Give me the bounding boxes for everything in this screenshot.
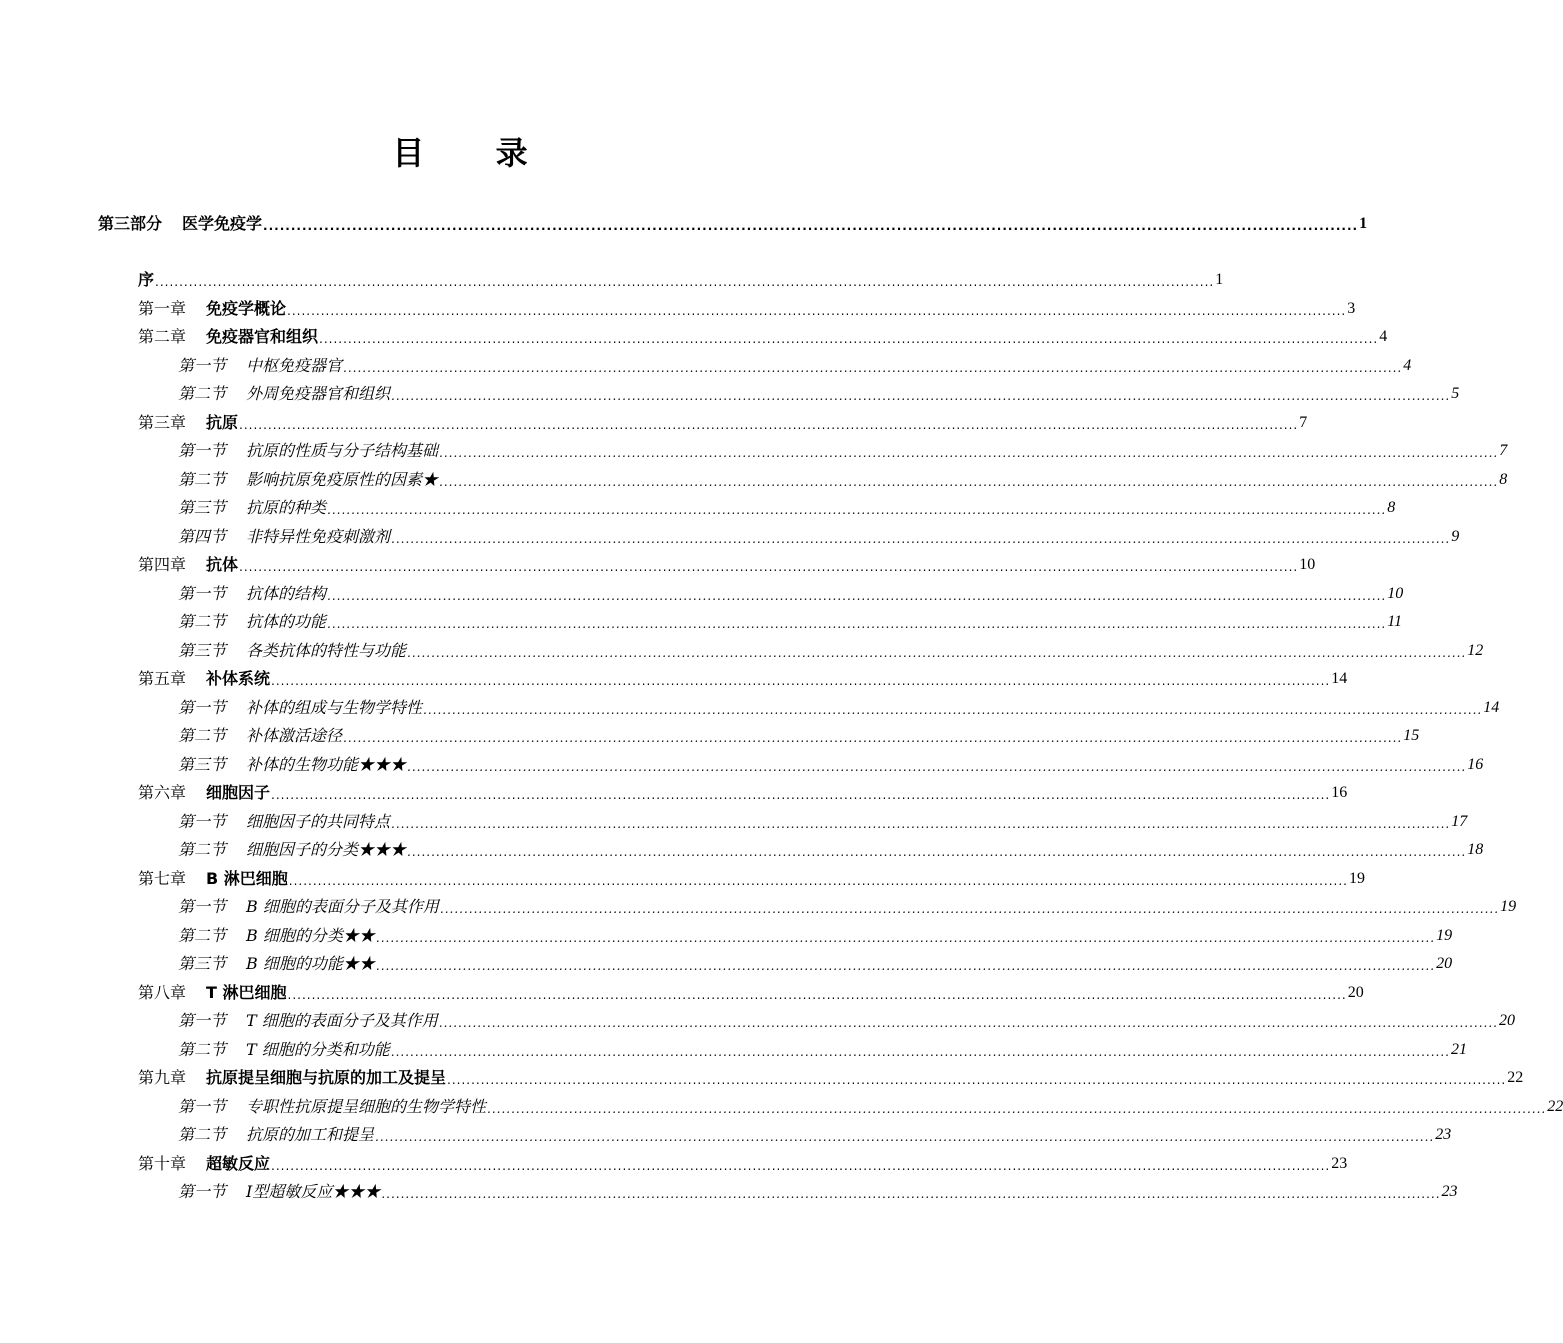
leader-dots: ............................................................................................................................................................................................................................ xyxy=(391,532,1451,546)
toc-entry-number: 第三节 xyxy=(178,498,227,517)
toc-entry-number: 第二节 xyxy=(178,1040,227,1059)
toc-entry-number: 第二节 xyxy=(178,470,227,489)
toc-entry-name: 抗原的种类 xyxy=(246,498,327,517)
toc-entry-number: 第二节 xyxy=(178,384,227,403)
leader-dots: ............................................................................................................................................................................................................................ xyxy=(287,988,1347,1002)
toc-section-entry[interactable] xyxy=(178,922,1453,946)
toc-chapter-entry[interactable] xyxy=(138,295,1356,319)
toc-entry-page: 23 xyxy=(1441,1183,1458,1200)
toc-entry-name: 抗原 xyxy=(206,413,239,432)
leader-dots: ............................................................................................................................................................................................................................ xyxy=(271,674,1331,688)
leader-dots: ............................................................................................................................................................................................................................ xyxy=(375,931,1436,945)
leader-dots: ............................................................................................................................................................................................................................ xyxy=(423,703,1483,717)
toc-entry-number: 第三节 xyxy=(178,954,227,973)
toc-entry-number: 第二节 xyxy=(178,726,227,745)
toc-entry-name: 外周免疫器官和组织 xyxy=(246,384,391,403)
leader-dots: ............................................................................................................................................................................................................................ xyxy=(375,959,1436,973)
toc-entry-number: 第十章 xyxy=(138,1154,187,1173)
toc-chapter-entry[interactable] xyxy=(138,409,1308,433)
toc-entry-name: 抗原提呈细胞与抗原的加工及提呈 xyxy=(206,1068,447,1087)
toc-section-entry[interactable] xyxy=(178,950,1453,974)
toc-entry-page: 10 xyxy=(1387,585,1404,602)
toc-entry-label xyxy=(138,413,238,433)
toc-section-entry[interactable] xyxy=(178,893,1517,917)
toc-entry-page: 1 xyxy=(1359,215,1368,232)
toc-entry-name: 抗原的性质与分子结构基础 xyxy=(246,441,439,460)
leader-dots: ............................................................................................................................................................................................................................ xyxy=(343,731,1403,745)
toc-chapter-entry[interactable] xyxy=(138,665,1348,689)
toc-entry-page: 16 xyxy=(1331,784,1348,801)
toc-entry-name: 补体的组成与生物学特性 xyxy=(246,698,423,717)
toc-entry-page: 8 xyxy=(1387,499,1396,516)
toc-entry-page: 11 xyxy=(1387,613,1403,630)
toc-entry-label xyxy=(178,1097,486,1117)
toc-entry-label xyxy=(138,869,288,889)
toc-entry-number: 第三节 xyxy=(178,641,227,660)
toc-entry-label xyxy=(138,327,318,347)
page-title: 目 录 xyxy=(392,134,558,172)
leader-dots: ............................................................................................................................................................................................................................ xyxy=(439,446,1499,460)
toc-entry-name: 补体系统 xyxy=(206,669,271,688)
toc-entry-number: 第一节 xyxy=(178,1097,227,1116)
leader-dots: ............................................................................................................................................................................................................................ xyxy=(439,902,1500,916)
toc-section-entry[interactable] xyxy=(178,608,1403,632)
toc-entry-name: 免疫器官和组织 xyxy=(206,327,319,346)
toc-entry-name: B 淋巴细胞 xyxy=(206,869,288,888)
toc-entry-name: 医学免疫学 xyxy=(182,214,263,233)
toc-entry-page: 21 xyxy=(1450,1041,1467,1058)
leader-dots: ............................................................................................................................................................................................................................ xyxy=(407,845,1467,859)
leader-dots: ............................................................................................................................................................................................................................ xyxy=(439,475,1499,489)
toc-entry-number: 第一节 xyxy=(178,812,227,831)
toc-entry-page: 16 xyxy=(1467,756,1484,773)
toc-entry-label xyxy=(178,584,326,604)
leader-dots: ............................................................................................................................................................................................................................ xyxy=(447,1073,1507,1087)
leader-dots: ..................................................................................................................................................................................................... xyxy=(263,219,1359,233)
leader-dots: ............................................................................................................................................................................................................................ xyxy=(287,304,1347,318)
toc-entry-name: 序 xyxy=(138,270,155,289)
toc-entry-label xyxy=(138,299,286,319)
leader-dots: ............................................................................................................................................................................................................................ xyxy=(381,1187,1441,1201)
toc-entry-name: 抗体的功能 xyxy=(246,612,327,631)
toc-chapter-entry[interactable] xyxy=(138,865,1365,889)
leader-dots: ............................................................................................................................................................................................................................ xyxy=(271,1159,1331,1173)
toc-section-entry[interactable] xyxy=(178,808,1468,832)
toc-entry-label xyxy=(178,926,375,946)
toc-entry-label xyxy=(178,441,438,461)
toc-entry-page: 1 xyxy=(1215,271,1224,288)
toc-entry-page: 20 xyxy=(1498,1012,1515,1029)
toc-entry-label xyxy=(178,612,326,632)
toc-chapter-entry[interactable] xyxy=(138,266,1224,290)
toc-section-entry[interactable] xyxy=(178,1036,1467,1060)
toc-section-entry[interactable] xyxy=(178,466,1508,490)
leader-dots: ............................................................................................................................................................................................................................ xyxy=(391,389,1451,403)
leader-dots: ............................................................................................................................................................................................................................ xyxy=(239,418,1299,432)
toc-chapter-entry[interactable] xyxy=(138,551,1316,575)
toc-entry-label xyxy=(178,641,406,661)
toc-entry-page: 23 xyxy=(1435,1126,1452,1143)
toc-entry-name: 补体激活途径 xyxy=(246,726,343,745)
toc-entry-number: 第四节 xyxy=(178,527,227,546)
leader-dots: ............................................................................................................................................................................................................................ xyxy=(390,1045,1450,1059)
toc-entry-number: 第一节 xyxy=(178,441,227,460)
toc-section-entry[interactable] xyxy=(178,836,1484,860)
toc-entry-page: 12 xyxy=(1467,642,1484,659)
toc-entry-page: 19 xyxy=(1500,898,1517,915)
toc-entry-name: 细胞因子的共同特点 xyxy=(246,812,391,831)
toc-entry-name: 细胞因子 xyxy=(206,783,271,802)
toc-entry-label xyxy=(138,555,238,575)
toc-entry-page: 4 xyxy=(1379,328,1388,345)
toc-entry-number: 第一节 xyxy=(178,698,227,717)
toc-entry-number: 第四章 xyxy=(138,555,187,574)
toc-entry-number: 第二节 xyxy=(178,840,227,859)
leader-dots: ............................................................................................................................................................................................................................ xyxy=(319,332,1379,346)
toc-entry-name: 抗原的加工和提呈 xyxy=(246,1125,375,1144)
toc-entry-label xyxy=(178,1011,438,1031)
toc-entry-page: 18 xyxy=(1467,841,1484,858)
toc-entry-label xyxy=(138,1068,446,1088)
toc-entry-page: 9 xyxy=(1451,528,1460,545)
toc-section-entry[interactable] xyxy=(178,494,1396,518)
toc-chapter-entry[interactable] xyxy=(138,979,1364,1003)
toc-entry-number: 第一节 xyxy=(178,356,227,375)
leader-dots: ............................................................................................................................................................................................................................ xyxy=(438,1016,1498,1030)
toc-entry-name: B 细胞的表面分子及其作用 xyxy=(246,897,439,916)
toc-entry-label xyxy=(138,270,154,290)
toc-entry-label xyxy=(178,470,438,490)
leader-dots: ............................................................................................................................................................................................................................ xyxy=(239,560,1299,574)
leader-dots: ............................................................................................................................................................................................................................ xyxy=(391,817,1451,831)
toc-entry-label xyxy=(178,897,439,917)
toc-entry-name: T 淋巴细胞 xyxy=(206,983,287,1002)
leader-dots: ............................................................................................................................................................................................................................ xyxy=(327,589,1387,603)
toc-entry-page: 4 xyxy=(1403,357,1412,374)
toc-section-entry[interactable] xyxy=(178,637,1484,661)
toc-entry-page: 20 xyxy=(1436,955,1453,972)
toc-section-entry[interactable] xyxy=(178,1093,1563,1117)
toc-entry-label xyxy=(138,783,270,803)
toc-section-entry[interactable] xyxy=(178,1007,1515,1031)
toc-entry-page: 7 xyxy=(1499,442,1508,459)
toc-entry-page: 10 xyxy=(1299,556,1316,573)
toc-entry-page: 20 xyxy=(1347,984,1364,1001)
toc-entry-label xyxy=(178,498,326,518)
leader-dots: ............................................................................................................................................................................................................................ xyxy=(407,646,1467,660)
toc-entry-number: 第八章 xyxy=(138,983,187,1002)
toc-entry-label xyxy=(98,214,262,234)
toc-entry-number: 第三部分 xyxy=(98,214,163,233)
toc-entry-label xyxy=(138,669,270,689)
toc-entry-name: 抗体 xyxy=(206,555,239,574)
toc-chapter-entry[interactable] xyxy=(138,1150,1348,1174)
toc-entry-page: 14 xyxy=(1331,670,1348,687)
toc-entry-name: 超敏反应 xyxy=(206,1154,271,1173)
toc-entry-name: 免疫学概论 xyxy=(206,299,287,318)
toc-section-entry[interactable] xyxy=(178,580,1404,604)
toc-chapter-entry[interactable] xyxy=(138,1064,1524,1088)
toc-section-entry[interactable] xyxy=(178,694,1500,718)
toc-entry-label xyxy=(178,356,342,376)
toc-section-entry[interactable] xyxy=(178,523,1460,547)
toc-entry-label xyxy=(178,726,342,746)
toc-entry-page: 14 xyxy=(1483,699,1500,716)
toc-entry-name: 影响抗原免疫原性的因素★ xyxy=(246,470,439,489)
toc-entry-page: 22 xyxy=(1507,1069,1524,1086)
leader-dots: ............................................................................................................................................................................................................................ xyxy=(375,1130,1435,1144)
toc-section-entry[interactable] xyxy=(178,380,1460,404)
toc-entry-page: 5 xyxy=(1451,385,1460,402)
toc-entry-page: 22 xyxy=(1547,1098,1563,1115)
toc-entry-label xyxy=(178,1125,374,1145)
toc-entry-label xyxy=(178,755,406,775)
toc-entry-name: B 细胞的分类★★ xyxy=(246,926,375,945)
leader-dots: ............................................................................................................................................................................................................................ xyxy=(327,617,1387,631)
toc-entry-page: 19 xyxy=(1348,870,1365,887)
leader-dots: ............................................................................................................................................................................................................................ xyxy=(343,361,1403,375)
toc-entry-name: T 细胞的表面分子及其作用 xyxy=(246,1011,438,1030)
toc-entry-label xyxy=(178,384,390,404)
toc-entry-number: 第一章 xyxy=(138,299,187,318)
toc-entry-name: 补体的生物功能★★★ xyxy=(246,755,407,774)
toc-entry-label xyxy=(178,840,406,860)
toc-entry-number: 第一节 xyxy=(178,584,227,603)
toc-entry-name: 抗体的结构 xyxy=(246,584,327,603)
toc-entry-page: 15 xyxy=(1403,727,1420,744)
toc-entry-name: Ⅰ型超敏反应★★★ xyxy=(246,1182,381,1201)
toc-entry-name: 非特异性免疫刺激剂 xyxy=(246,527,391,546)
toc-chapter-entry[interactable] xyxy=(138,779,1348,803)
toc-entry-page: 19 xyxy=(1436,927,1453,944)
toc-entry-number: 第二节 xyxy=(178,1125,227,1144)
toc-entry-number: 第一节 xyxy=(178,897,227,916)
toc-entry-number: 第九章 xyxy=(138,1068,187,1087)
leader-dots: ............................................................................................................................................................................................................................ xyxy=(288,874,1348,888)
leader-dots: ............................................................................................................................................................................................................................ xyxy=(327,503,1387,517)
toc-section-entry[interactable] xyxy=(178,751,1484,775)
toc-entry-number: 第六章 xyxy=(138,783,187,802)
toc-entry-label xyxy=(138,1154,270,1174)
toc-part-entry[interactable] xyxy=(98,210,1368,234)
toc-entry-label xyxy=(178,698,422,718)
leader-dots: ............................................................................................................................................................................................................................ xyxy=(155,275,1215,289)
leader-dots: ............................................................................................................................................................................................................................ xyxy=(487,1102,1547,1116)
toc-entry-label xyxy=(178,1040,390,1060)
toc-entry-number: 第七章 xyxy=(138,869,187,888)
toc-entry-number: 第二章 xyxy=(138,327,187,346)
toc-entry-number: 第二节 xyxy=(178,612,227,631)
toc-entry-number: 第一节 xyxy=(178,1182,227,1201)
leader-dots: ............................................................................................................................................................................................................................ xyxy=(407,760,1467,774)
toc-entry-name: T 细胞的分类和功能 xyxy=(246,1040,390,1059)
toc-entry-name: 细胞因子的分类★★★ xyxy=(246,840,407,859)
toc-entry-label xyxy=(178,812,390,832)
toc-entry-number: 第三章 xyxy=(138,413,187,432)
toc-entry-label xyxy=(178,1182,380,1202)
toc-entry-name: 中枢免疫器官 xyxy=(246,356,343,375)
toc-entry-page: 23 xyxy=(1331,1155,1348,1172)
toc-entry-label xyxy=(138,983,287,1003)
toc-entry-page: 3 xyxy=(1347,300,1356,317)
toc-chapter-entry[interactable] xyxy=(138,323,1388,347)
toc-entry-page: 7 xyxy=(1299,414,1308,431)
toc-section-entry[interactable] xyxy=(178,1178,1458,1202)
toc-entry-label xyxy=(178,954,375,974)
toc-entry-label xyxy=(178,527,390,547)
toc-entry-number: 第五章 xyxy=(138,669,187,688)
toc-section-entry[interactable] xyxy=(178,352,1412,376)
toc-section-entry[interactable] xyxy=(178,1121,1452,1145)
leader-dots: ............................................................................................................................................................................................................................ xyxy=(271,788,1331,802)
toc-entry-name: 专职性抗原提呈细胞的生物学特性 xyxy=(246,1097,487,1116)
toc-entry-page: 8 xyxy=(1499,471,1508,488)
toc-entry-number: 第二节 xyxy=(178,926,227,945)
toc-entry-page: 17 xyxy=(1451,813,1468,830)
toc-entry-name: B 细胞的功能★★ xyxy=(246,954,375,973)
toc-section-entry[interactable] xyxy=(178,437,1508,461)
toc-entry-name: 各类抗体的特性与功能 xyxy=(246,641,407,660)
toc-section-entry[interactable] xyxy=(178,722,1420,746)
toc-entry-number: 第一节 xyxy=(178,1011,227,1030)
toc-entry-number: 第三节 xyxy=(178,755,227,774)
